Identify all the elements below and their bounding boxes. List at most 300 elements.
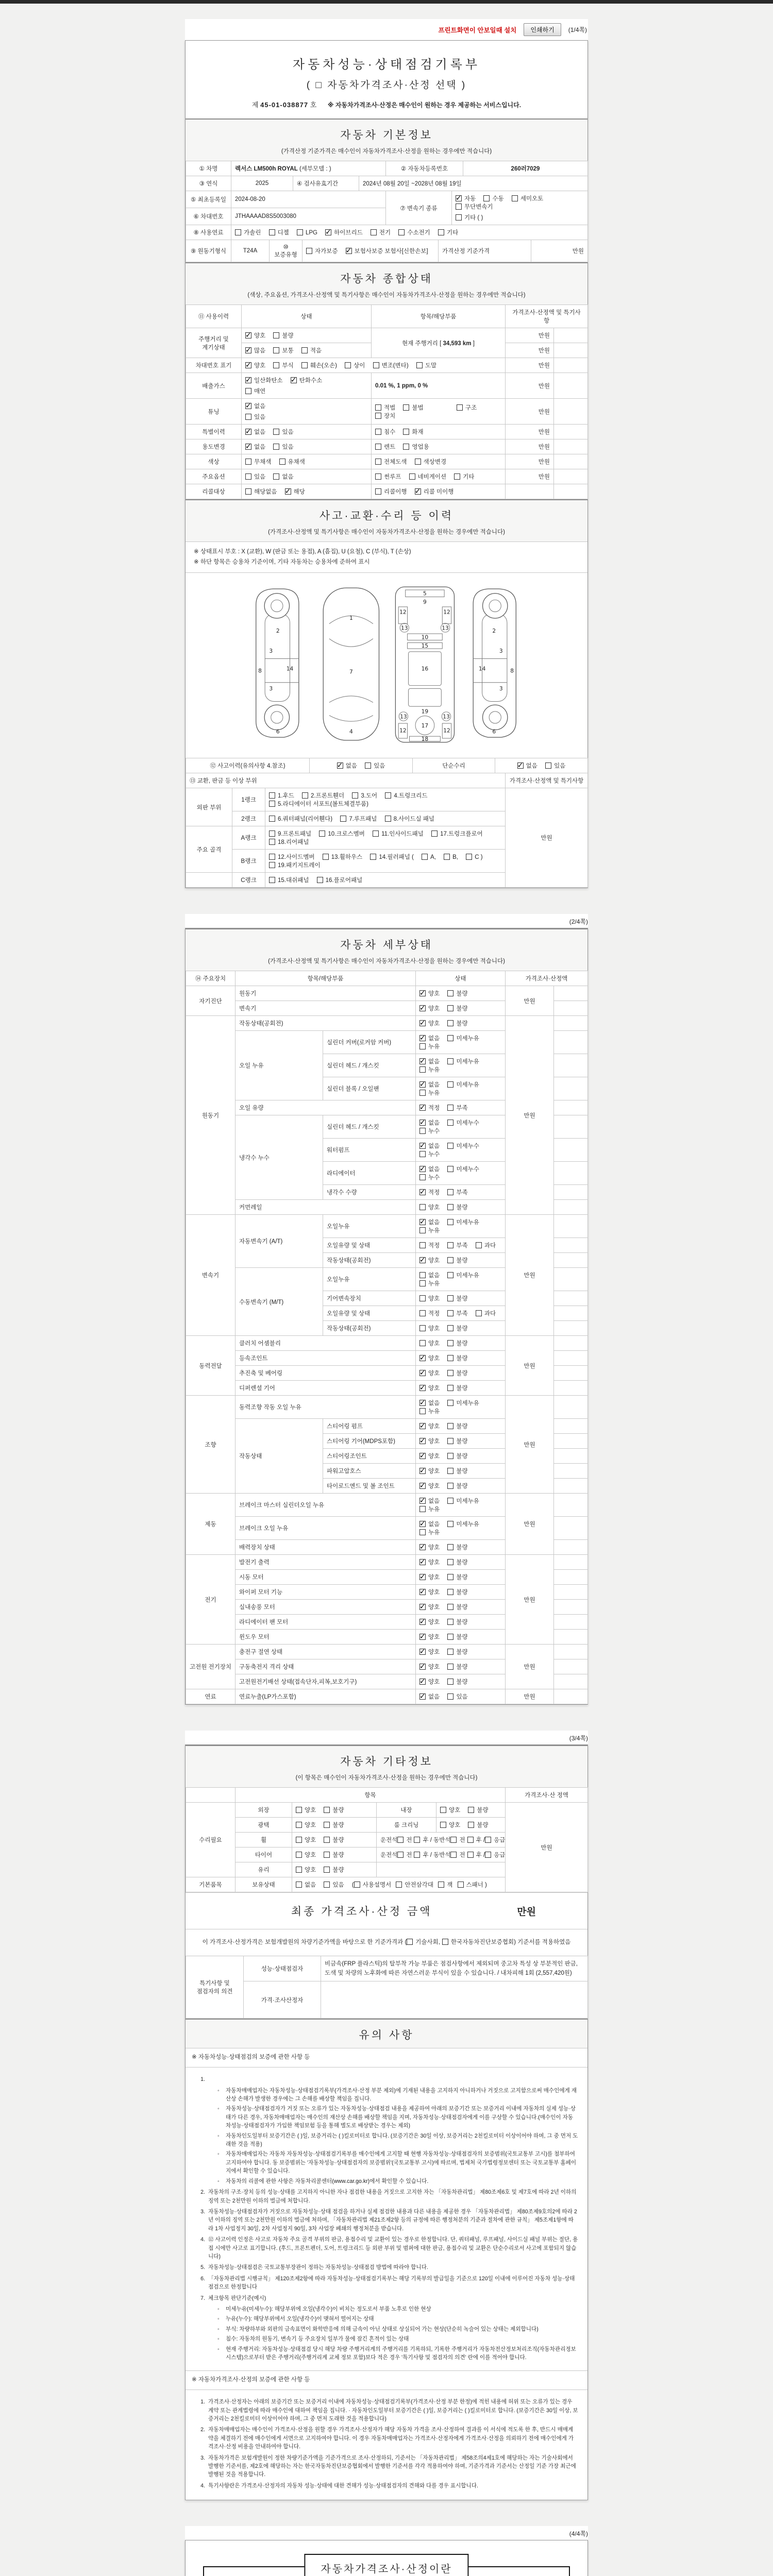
checkbox[interactable] — [324, 1867, 330, 1873]
checkbox[interactable] — [419, 1619, 426, 1625]
checkbox[interactable] — [447, 1604, 453, 1610]
checkbox[interactable] — [447, 1498, 453, 1504]
svg-text:13: 13 — [401, 624, 408, 632]
checkbox[interactable] — [447, 1120, 453, 1126]
checkbox[interactable] — [438, 1882, 444, 1888]
checkbox[interactable] — [403, 429, 409, 435]
checkbox-label: 하이브리드 — [334, 230, 363, 236]
remark-cell — [554, 1615, 588, 1630]
column-header: 상태 — [416, 971, 506, 986]
checkbox-label: 누유 — [428, 1281, 440, 1287]
position-options: 운전석 전 후 / 동반석 전 후 / 응급 — [377, 1848, 506, 1862]
price-unit: 만원 — [506, 469, 554, 484]
checkbox[interactable] — [375, 429, 381, 435]
checkbox[interactable] — [447, 1679, 453, 1685]
checkbox[interactable] — [245, 362, 251, 368]
checkbox[interactable] — [291, 377, 297, 383]
checkbox[interactable] — [419, 1035, 426, 1041]
checkbox[interactable] — [296, 1822, 302, 1828]
checkbox[interactable] — [319, 831, 325, 837]
checkbox[interactable] — [419, 1280, 426, 1286]
checkbox[interactable] — [485, 1852, 491, 1858]
state-options — [416, 1615, 506, 1630]
checkbox[interactable] — [447, 1166, 453, 1172]
checkbox[interactable] — [456, 214, 462, 221]
checkbox[interactable] — [296, 1852, 302, 1858]
checkbox[interactable] — [385, 792, 391, 799]
checkbox[interactable] — [458, 1882, 464, 1888]
checkbox[interactable] — [285, 488, 291, 495]
checkbox-label: 12.사이드멤버 — [278, 854, 315, 861]
checkbox[interactable] — [485, 1837, 491, 1843]
checkbox[interactable] — [476, 1310, 482, 1316]
checkbox[interactable] — [447, 1257, 453, 1263]
checkbox[interactable] — [419, 1020, 426, 1026]
checkbox[interactable] — [409, 473, 415, 480]
checkbox[interactable] — [419, 1005, 426, 1011]
checkbox[interactable] — [476, 1242, 482, 1248]
checkbox[interactable] — [419, 1166, 426, 1172]
remark-cell — [554, 1291, 588, 1306]
checkbox-label: 누유 — [428, 1067, 440, 1074]
checkbox[interactable] — [325, 229, 331, 235]
row-label: 색상 — [186, 454, 242, 469]
checkbox[interactable] — [419, 1242, 426, 1248]
checkbox[interactable] — [340, 816, 346, 822]
checkbox[interactable] — [419, 1081, 426, 1088]
checkbox-label: 불량 — [456, 1296, 468, 1302]
checkbox[interactable] — [447, 1005, 453, 1011]
checkbox[interactable] — [419, 1128, 426, 1134]
doc-subtitle: ( □ 자동차가격조사·산정 선택 ) — [306, 80, 467, 91]
checkbox[interactable] — [245, 377, 251, 383]
checkbox[interactable] — [545, 762, 551, 769]
checkbox[interactable] — [467, 1837, 474, 1843]
checkbox-label: 미세누유 — [456, 1521, 479, 1528]
state-options — [416, 1253, 506, 1268]
row-label: ⑩ 보증유형 — [270, 240, 303, 262]
checkbox[interactable] — [375, 444, 381, 450]
checkbox[interactable] — [419, 1090, 426, 1096]
checkbox[interactable] — [269, 801, 275, 807]
checkbox[interactable] — [447, 1355, 453, 1361]
checkbox[interactable] — [407, 1939, 413, 1945]
final-price-unit: 만원 — [517, 1906, 536, 1918]
checkbox[interactable] — [419, 1272, 426, 1278]
checkbox[interactable] — [396, 1882, 402, 1888]
remark-cell — [554, 1434, 588, 1449]
checkbox[interactable] — [442, 1939, 448, 1945]
checkbox[interactable] — [447, 1438, 453, 1444]
state-options — [436, 1803, 506, 1818]
checkbox[interactable] — [269, 229, 275, 235]
checkbox[interactable] — [447, 1242, 453, 1248]
item-label: 디퍼렌셜 기어 — [236, 1381, 416, 1396]
checkbox[interactable] — [447, 1035, 453, 1041]
checkbox-label: 없음 — [428, 1694, 440, 1701]
checkbox[interactable] — [273, 444, 279, 450]
row-label: 기본품목 — [186, 1877, 236, 1892]
checkbox[interactable] — [447, 1370, 453, 1376]
checkbox[interactable] — [468, 1822, 474, 1828]
checkbox[interactable] — [456, 195, 462, 201]
checkbox[interactable] — [447, 1295, 453, 1301]
checkbox[interactable] — [467, 1852, 474, 1858]
checkbox-label: 불법 — [412, 404, 424, 411]
item-label: 등속조인트 — [236, 1351, 416, 1366]
checkbox[interactable] — [419, 1649, 426, 1655]
checkbox[interactable] — [419, 1066, 426, 1073]
checkbox-label: 없음 — [428, 1273, 440, 1279]
checkbox-label: 미세누유 — [456, 1036, 479, 1042]
checkbox[interactable] — [279, 459, 285, 465]
checkbox[interactable] — [419, 1529, 426, 1535]
checkbox[interactable] — [375, 488, 381, 495]
field-value: 렉서스 LM500h ROYAL (세부모델 : ) — [231, 161, 386, 176]
checkbox[interactable] — [419, 1143, 426, 1149]
checkbox-label: 양호 — [428, 1423, 440, 1430]
checkbox[interactable] — [419, 1604, 426, 1610]
checkbox[interactable] — [447, 1105, 453, 1111]
checkbox[interactable] — [447, 1693, 453, 1700]
checkbox[interactable] — [419, 1453, 426, 1459]
sub-group-label: 작동상태 — [236, 1419, 323, 1494]
item-label: 브레이크 오일 누유 — [236, 1517, 416, 1540]
state-options — [416, 1336, 506, 1351]
checkbox[interactable] — [375, 413, 381, 419]
checkbox[interactable] — [447, 1453, 453, 1459]
checkbox[interactable] — [447, 1272, 453, 1278]
checkbox[interactable] — [456, 204, 462, 210]
checkbox[interactable] — [483, 195, 490, 201]
checkbox[interactable] — [419, 1498, 426, 1504]
checkbox[interactable] — [440, 1822, 446, 1828]
checkbox-label: 불량 — [456, 1258, 468, 1264]
checkbox[interactable] — [296, 1867, 302, 1873]
checkbox[interactable] — [245, 444, 251, 450]
checkbox[interactable] — [273, 362, 279, 368]
checkbox[interactable] — [245, 414, 251, 420]
checkbox[interactable] — [454, 473, 460, 480]
checkbox[interactable] — [415, 488, 421, 495]
checkbox[interactable] — [273, 429, 279, 435]
checkbox[interactable] — [419, 1189, 426, 1195]
checkbox[interactable] — [440, 1807, 446, 1813]
row-label: ⑬ 교환, 판금 등 이상 부위 — [186, 773, 506, 788]
checkbox[interactable] — [414, 1852, 420, 1858]
checkbox[interactable] — [450, 1852, 457, 1858]
checkbox[interactable] — [245, 332, 251, 338]
checkbox[interactable] — [403, 404, 409, 411]
checkbox[interactable] — [419, 990, 426, 996]
checkbox[interactable] — [447, 1310, 453, 1316]
checkbox-label: 양호 — [428, 1545, 440, 1551]
checkbox[interactable] — [419, 1634, 426, 1640]
checkbox[interactable] — [324, 1822, 330, 1828]
state-options — [495, 758, 588, 773]
checkbox[interactable] — [419, 1589, 426, 1595]
state-options — [416, 1100, 506, 1115]
state-options — [416, 1600, 506, 1615]
item-label: 실린더 헤드 / 개스킷 — [323, 1115, 416, 1139]
checkbox[interactable] — [419, 1483, 426, 1489]
checkbox[interactable] — [419, 1468, 426, 1474]
checkbox[interactable] — [447, 1634, 453, 1640]
checkbox[interactable] — [269, 831, 275, 837]
checkbox[interactable] — [447, 1020, 453, 1026]
checkbox-label: 없음 — [526, 763, 537, 770]
checkbox[interactable] — [324, 1837, 330, 1843]
checkbox[interactable] — [419, 1521, 426, 1527]
item-label: 오일누유 — [323, 1268, 416, 1291]
install-notice-link[interactable]: 프린트화면이 안보일때 설치 — [438, 26, 517, 34]
state-options — [416, 1555, 506, 1570]
checkbox[interactable] — [419, 1325, 426, 1331]
checkbox[interactable] — [447, 1143, 453, 1149]
checkbox[interactable] — [273, 332, 279, 338]
checkbox[interactable] — [419, 1370, 426, 1376]
checkbox[interactable] — [269, 792, 275, 799]
checkbox[interactable] — [419, 1295, 426, 1301]
checkbox[interactable] — [447, 1058, 453, 1064]
checkbox[interactable] — [397, 1837, 404, 1843]
item-label: 오일유량 및 상태 — [323, 1306, 416, 1321]
remark-cell — [554, 1419, 588, 1434]
checkbox[interactable] — [419, 1340, 426, 1346]
checkbox[interactable] — [296, 1807, 302, 1813]
checkbox[interactable] — [269, 816, 275, 822]
price-unit: 만원 — [506, 1803, 588, 1892]
checkbox[interactable] — [301, 362, 308, 368]
rank-label: 1랭크 — [232, 788, 265, 811]
checkbox[interactable] — [273, 347, 279, 353]
checkbox-label: 상이 — [354, 363, 365, 369]
checkbox[interactable] — [269, 877, 275, 883]
checkbox[interactable] — [447, 1574, 453, 1580]
checkbox[interactable] — [447, 1619, 453, 1625]
print-button[interactable]: 인쇄하기 — [524, 23, 561, 36]
checkbox[interactable] — [447, 1544, 453, 1550]
column-header: 항목 — [236, 1788, 506, 1803]
price-unit: 만원 — [506, 788, 588, 888]
checkbox[interactable] — [269, 862, 275, 868]
checkbox[interactable] — [512, 195, 518, 201]
checkbox[interactable] — [397, 1852, 404, 1858]
checkbox[interactable] — [323, 854, 329, 860]
checkbox[interactable] — [419, 1043, 426, 1049]
checkbox[interactable] — [419, 1120, 426, 1126]
checkbox[interactable] — [324, 1807, 330, 1813]
checkbox-label: 양호 — [254, 333, 266, 339]
checkbox[interactable] — [447, 1081, 453, 1088]
checkbox[interactable] — [245, 403, 251, 409]
checkbox[interactable] — [419, 1506, 426, 1512]
checkbox[interactable] — [447, 1468, 453, 1474]
svg-text:3: 3 — [499, 647, 503, 654]
checkbox[interactable] — [235, 229, 241, 235]
checkbox-label: LPG — [305, 230, 317, 236]
remark-cell — [554, 1494, 588, 1517]
checkbox[interactable] — [419, 1408, 426, 1414]
checkbox[interactable] — [450, 1837, 457, 1843]
checkbox[interactable] — [419, 1257, 426, 1263]
item-label: 보유상태 — [236, 1877, 292, 1892]
checkbox-label: 해당없음 — [254, 489, 277, 495]
checkbox[interactable] — [346, 248, 352, 254]
checkbox-label: 유채색 — [288, 459, 305, 465]
checkbox-label: 불량 — [456, 1468, 468, 1475]
checkbox[interactable] — [447, 1649, 453, 1655]
svg-text:17: 17 — [421, 722, 429, 729]
checkbox[interactable] — [269, 839, 275, 845]
item-label: 실린더 헤드 / 개스킷 — [323, 1054, 416, 1077]
checkbox[interactable] — [431, 831, 438, 837]
checkbox[interactable] — [447, 1189, 453, 1195]
checkbox[interactable] — [373, 362, 379, 368]
checkbox[interactable] — [398, 229, 405, 235]
checkbox[interactable] — [447, 1204, 453, 1210]
checkbox-label: 불량 — [456, 1634, 468, 1641]
section-detail-state — [186, 928, 587, 971]
svg-text:10: 10 — [421, 634, 429, 641]
checkbox[interactable] — [419, 1058, 426, 1064]
checkbox-label: 있음 — [254, 474, 266, 480]
checkbox[interactable] — [371, 229, 377, 235]
checkbox[interactable] — [415, 459, 421, 465]
checkbox[interactable] — [354, 1882, 360, 1888]
checkbox-label: 18.리어패널 — [278, 839, 309, 846]
checkbox[interactable] — [403, 444, 409, 450]
checkbox[interactable] — [324, 1852, 330, 1858]
row-label: ⑧ 사용연료 — [186, 225, 231, 240]
checkbox[interactable] — [419, 1204, 426, 1210]
checkbox[interactable] — [419, 1400, 426, 1406]
checkbox-label: 7.루프패널 — [349, 816, 377, 823]
checkbox[interactable] — [447, 1219, 453, 1225]
checkbox[interactable] — [245, 459, 251, 465]
checkbox[interactable] — [414, 1837, 420, 1843]
state-options — [416, 1291, 506, 1306]
checkbox[interactable] — [365, 762, 371, 769]
checkbox[interactable] — [337, 762, 343, 769]
checkbox[interactable] — [447, 1589, 453, 1595]
item-label: 휠 — [236, 1833, 292, 1848]
checkbox[interactable] — [447, 1559, 453, 1565]
checkbox-label: 양호 — [305, 1822, 316, 1829]
checkbox[interactable] — [517, 762, 524, 769]
checkbox[interactable] — [375, 404, 381, 411]
checkbox[interactable] — [419, 1174, 426, 1180]
checkbox[interactable] — [273, 473, 279, 480]
checkbox[interactable] — [375, 459, 381, 465]
checkbox[interactable] — [297, 229, 303, 235]
checkbox[interactable] — [324, 1882, 330, 1888]
warranty-options — [303, 240, 439, 262]
checkbox[interactable] — [245, 388, 251, 394]
checkbox[interactable] — [447, 1423, 453, 1429]
checkbox[interactable] — [419, 1219, 426, 1225]
checkbox[interactable] — [419, 1151, 426, 1157]
checkbox[interactable] — [302, 792, 308, 799]
checkbox[interactable] — [419, 1385, 426, 1391]
field-value: 2024-08-20 — [231, 191, 386, 208]
checkbox[interactable] — [419, 1559, 426, 1565]
checkbox[interactable] — [444, 854, 450, 860]
checkbox[interactable] — [457, 404, 463, 411]
checkbox[interactable] — [419, 1105, 426, 1111]
checkbox[interactable] — [317, 877, 323, 883]
checkbox[interactable] — [447, 1340, 453, 1346]
checkbox[interactable] — [245, 488, 251, 495]
checkbox[interactable] — [468, 1807, 474, 1813]
column-header: 가격조사·산 정액 — [506, 1788, 588, 1803]
checkbox[interactable] — [419, 1438, 426, 1444]
checkbox[interactable] — [245, 429, 251, 435]
checkbox[interactable] — [373, 831, 379, 837]
checkbox[interactable] — [419, 1227, 426, 1233]
checkbox-label: 불량 — [456, 1370, 468, 1377]
checkbox[interactable] — [296, 1882, 302, 1888]
checkbox[interactable] — [416, 362, 423, 368]
checkbox[interactable] — [419, 1664, 426, 1670]
checkbox[interactable] — [385, 816, 391, 822]
checkbox-label: 많음 — [254, 348, 266, 354]
item-label: 윈도우 모터 — [236, 1630, 416, 1645]
checkbox[interactable] — [352, 792, 358, 799]
checkbox[interactable] — [447, 1664, 453, 1670]
checkbox-label: 있음 — [554, 763, 566, 770]
checkbox[interactable] — [447, 1325, 453, 1331]
checkbox[interactable] — [447, 1521, 453, 1527]
checkbox[interactable] — [419, 1355, 426, 1361]
checkbox[interactable] — [245, 347, 251, 353]
item-label: 커먼레일 — [236, 1200, 416, 1215]
section-title: 자동차 종합상태 — [340, 273, 433, 285]
checkbox[interactable] — [301, 347, 308, 353]
checkbox[interactable] — [419, 1693, 426, 1700]
item-label: 시동 모터 — [236, 1570, 416, 1585]
checkbox[interactable] — [419, 1574, 426, 1580]
checkbox[interactable] — [306, 248, 312, 254]
checkbox[interactable] — [438, 229, 444, 235]
checkbox[interactable] — [466, 854, 472, 860]
checkbox-label: 양호 — [428, 1634, 440, 1641]
checkbox-label: 누유 — [428, 1044, 440, 1050]
checkbox[interactable] — [269, 854, 275, 860]
checkbox[interactable] — [419, 1679, 426, 1685]
checkbox[interactable] — [370, 854, 376, 860]
checkbox[interactable] — [447, 1483, 453, 1489]
checkbox-label: 미세누수 — [456, 1143, 479, 1150]
checkbox-label: 기타 — [463, 474, 475, 480]
svg-text:19: 19 — [421, 708, 429, 715]
remark-cell — [554, 1031, 588, 1054]
checkbox[interactable] — [447, 1400, 453, 1406]
checkbox[interactable] — [296, 1837, 302, 1843]
checkbox[interactable] — [375, 473, 381, 480]
checkbox[interactable] — [422, 854, 428, 860]
checkbox[interactable] — [345, 362, 351, 368]
checkbox[interactable] — [447, 1385, 453, 1391]
checkbox[interactable] — [245, 473, 251, 480]
checkbox[interactable] — [447, 990, 453, 996]
frame-items — [265, 873, 506, 888]
checkbox[interactable] — [419, 1423, 426, 1429]
svg-text:18: 18 — [421, 735, 429, 742]
checkbox[interactable] — [419, 1310, 426, 1316]
checkbox[interactable] — [419, 1544, 426, 1550]
remark-cell — [554, 1479, 588, 1494]
